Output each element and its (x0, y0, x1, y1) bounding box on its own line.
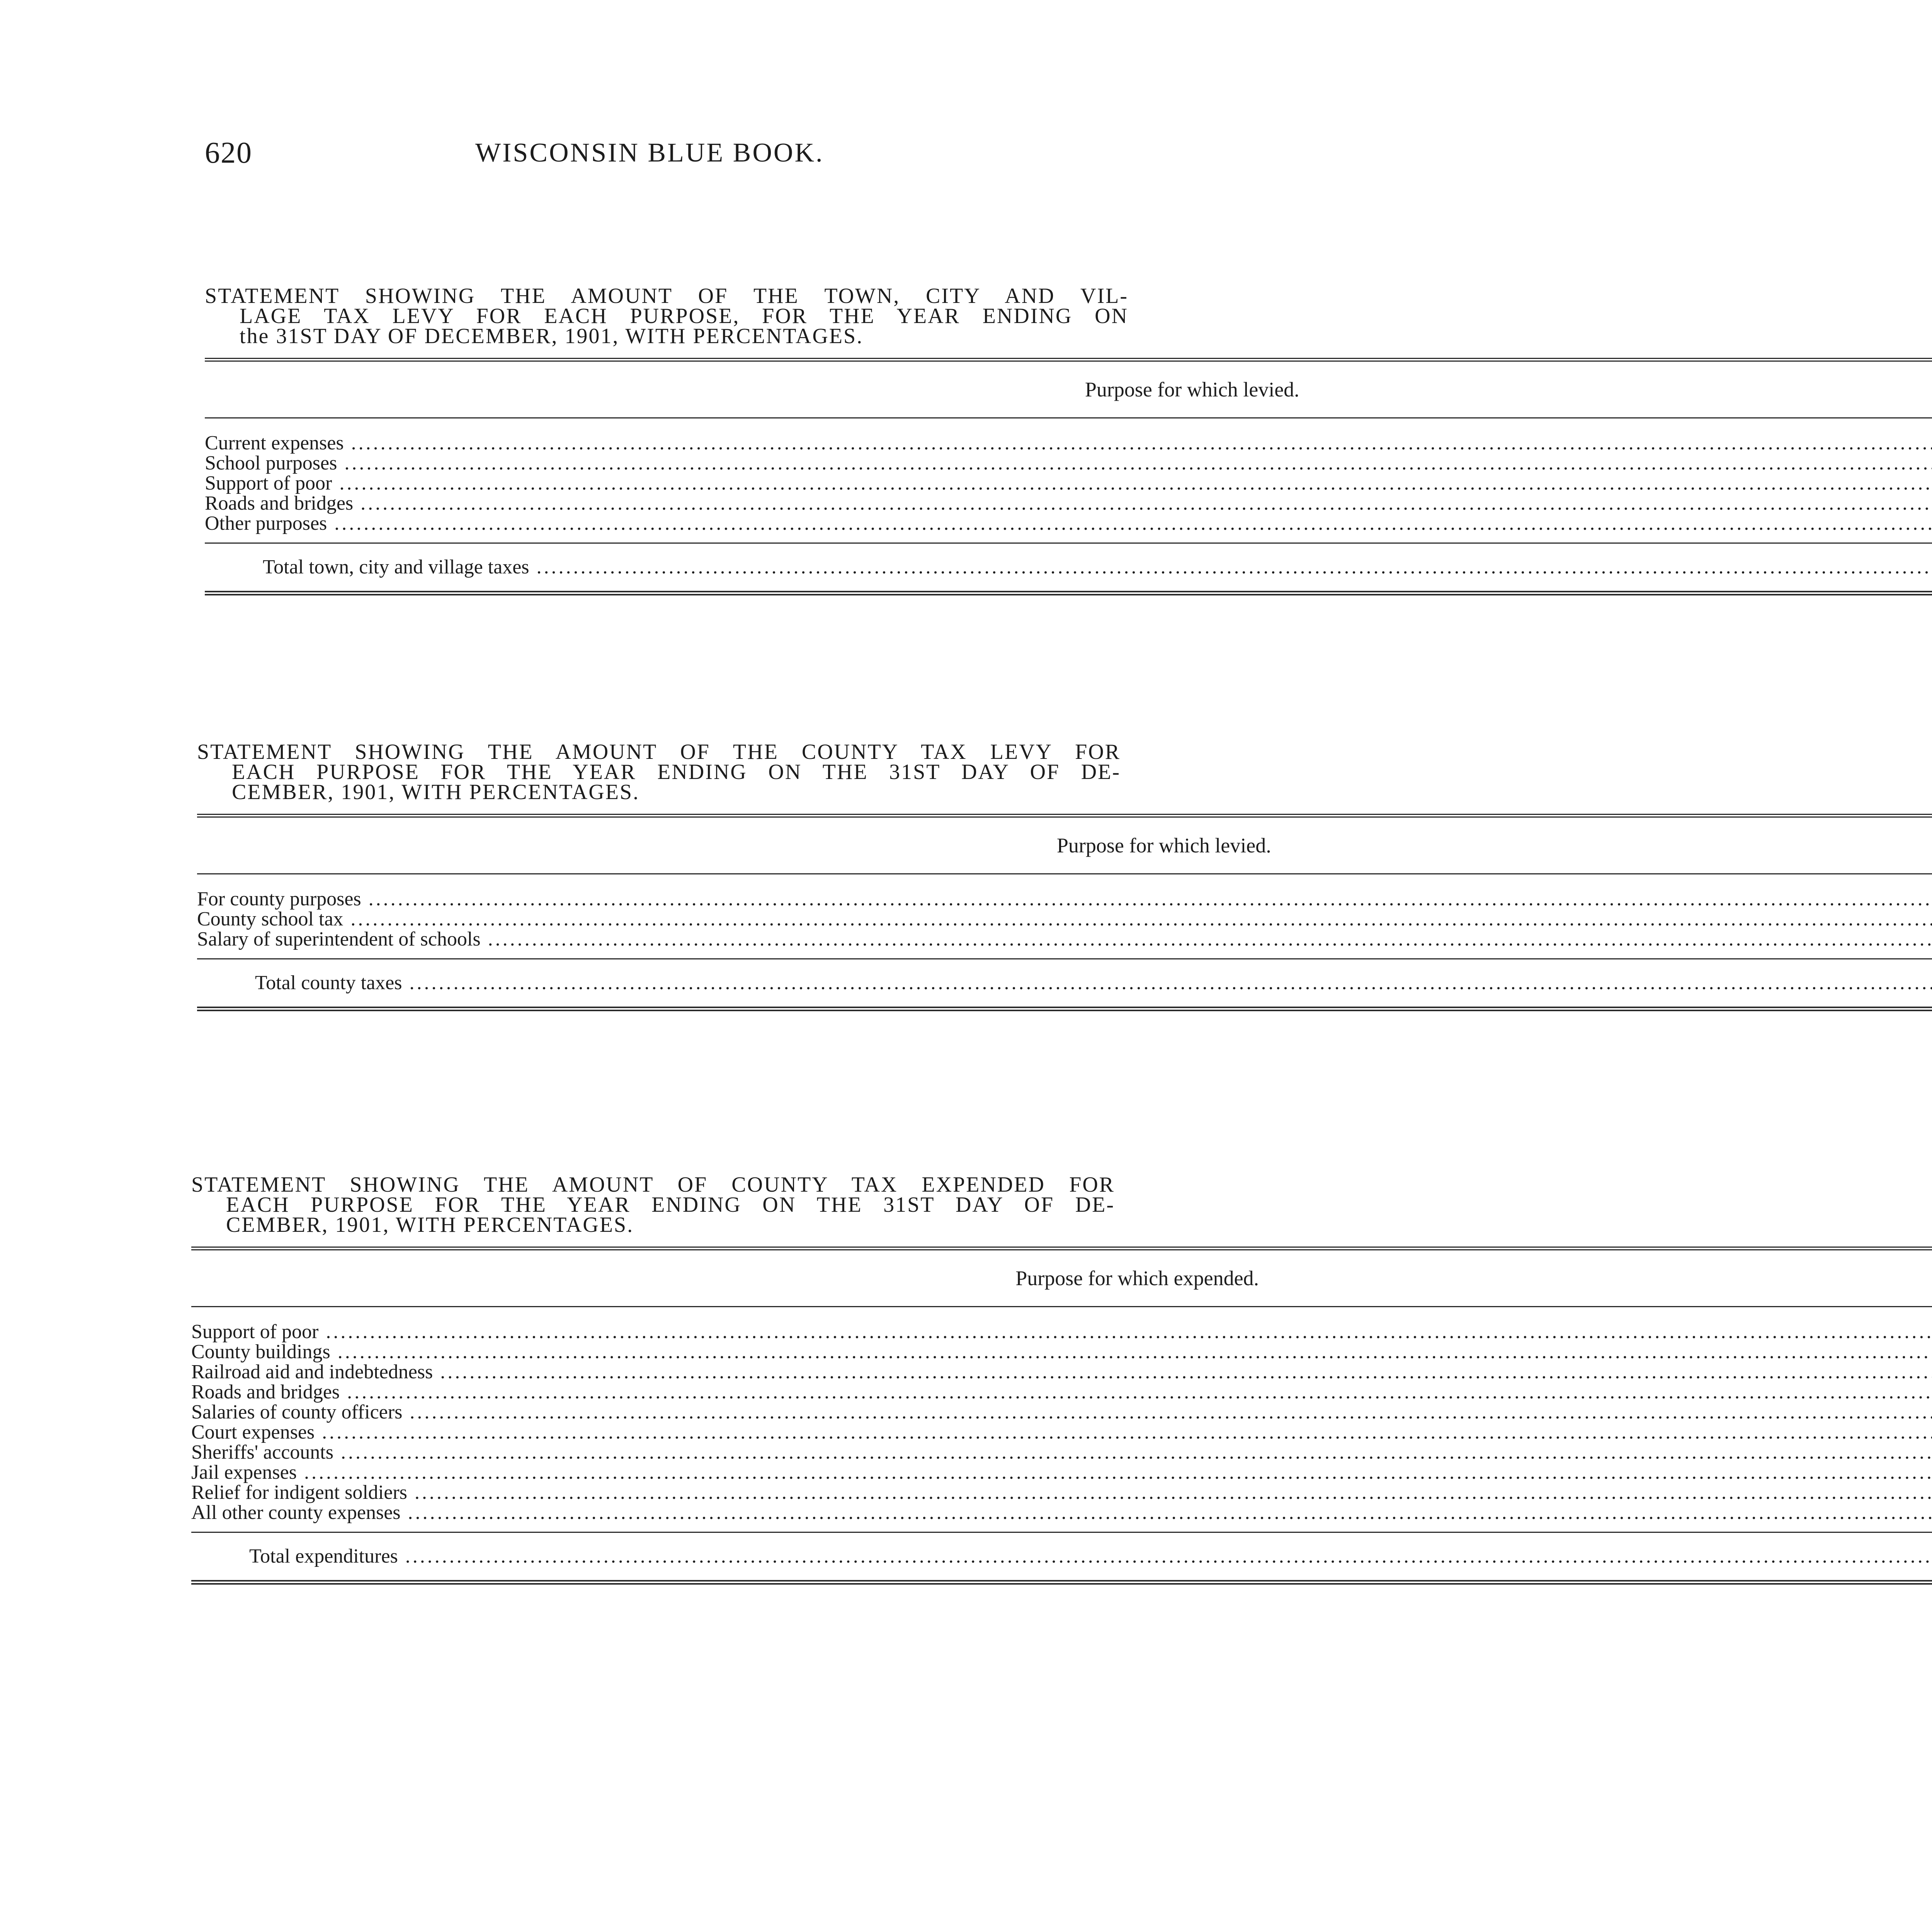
total-row (197, 959, 1932, 1009)
total-label: Total county taxes ..... (197, 962, 1932, 1004)
total-row (205, 543, 1932, 593)
column-header-purpose: Purpose for which expended. (191, 1248, 1932, 1306)
statement-title (205, 286, 1128, 346)
title-line: EACH PURPOSE FOR THE YEAR ENDING ON THE 31ST DAY OF DE- (232, 760, 1121, 784)
table-row (191, 1402, 1932, 1422)
title-line: EACH PURPOSE FOR THE YEAR ENDING ON THE 31ST DAY OF DE- (226, 1193, 1115, 1217)
table-row (191, 1442, 1932, 1463)
row-purpose: Railroad aid and indebtedness ..... (191, 1362, 1932, 1382)
table-row (197, 889, 1932, 909)
page-header (205, 135, 1094, 178)
title-line: STATEMENT SHOWING THE AMOUNT OF COUNTY TAX EXPENDED FOR (191, 1173, 1115, 1197)
table-row (191, 1322, 1932, 1342)
total-label: Total expenditures ..... (191, 1535, 1932, 1578)
column-header-purpose: Purpose for which levied. (197, 816, 1932, 874)
row-purpose: Support of poor ..... (205, 473, 1932, 493)
title-line: CEMBER, 1901, WITH PERCENTAGES. (226, 1213, 634, 1237)
statement-town-city-village-levy (205, 284, 1299, 595)
table-row (197, 909, 1932, 929)
levy-table (205, 358, 1932, 595)
row-purpose: County buildings ..... (191, 1342, 1932, 1362)
running-head: WISCONSIN BLUE BOOK. (475, 138, 824, 168)
table-row (191, 1342, 1932, 1362)
table-row (197, 929, 1932, 949)
row-purpose: Salaries of county officers ..... (191, 1402, 1932, 1422)
row-purpose: Relief for indigent soldiers ..... (191, 1483, 1932, 1503)
row-purpose: Court expenses ..... (191, 1422, 1932, 1442)
statement-county-expenditure (191, 1173, 1259, 1585)
table-row (191, 1463, 1932, 1483)
table-row (191, 1422, 1932, 1442)
row-purpose: Roads and bridges ..... (191, 1382, 1932, 1402)
table-row (205, 433, 1932, 453)
title-line: STATEMENT SHOWING THE AMOUNT OF THE COUNTY TAX LEVY FOR (197, 740, 1121, 764)
table-row (191, 1362, 1932, 1382)
statement-title (197, 742, 1121, 802)
table-row (191, 1382, 1932, 1402)
title-line: CEMBER, 1901, WITH PERCENTAGES. (232, 780, 640, 804)
row-purpose: County school tax ..... (197, 909, 1932, 929)
total-row (191, 1532, 1932, 1582)
row-purpose: Roads and bridges ..... (205, 493, 1932, 514)
table-row (191, 1483, 1932, 1503)
table-header-row (191, 1248, 1932, 1306)
total-label: Total town, city and village taxes ..... (205, 546, 1932, 588)
title-line: LAGE TAX LEVY FOR EACH PURPOSE, FOR THE YEAR ENDING ON (240, 304, 1128, 328)
page-number: 620 (205, 136, 252, 169)
row-purpose: School purposes ..... (205, 453, 1932, 473)
row-purpose: Salary of superintendent of schools ..... (197, 929, 1932, 949)
title-line: the 31ST DAY OF DECEMBER, 1901, WITH PERCENTAGES. (240, 324, 864, 348)
row-purpose: All other county expenses ..... (191, 1503, 1932, 1523)
expenditure-table (191, 1247, 1932, 1585)
table-row (205, 473, 1932, 493)
statement-county-levy (197, 740, 1271, 1011)
table-row (205, 514, 1932, 534)
levy-table (197, 814, 1932, 1011)
table-header-row (197, 816, 1932, 874)
table-row (205, 453, 1932, 473)
statement-title (191, 1175, 1115, 1235)
row-purpose: Other purposes ..... (205, 514, 1932, 534)
table-header-row (205, 360, 1932, 418)
row-purpose: Sheriffs' accounts ..... (191, 1442, 1932, 1463)
row-purpose: Jail expenses ..... (191, 1463, 1932, 1483)
title-line: STATEMENT SHOWING THE AMOUNT OF THE TOWN, CITY AND VIL- (205, 284, 1128, 308)
row-purpose: For county purposes ..... (197, 889, 1932, 909)
column-header-purpose: Purpose for which levied. (205, 360, 1932, 418)
table-row (205, 493, 1932, 514)
row-purpose: Support of poor ..... (191, 1322, 1932, 1342)
table-row (191, 1503, 1932, 1523)
row-purpose: Current expenses ..... (205, 433, 1932, 453)
